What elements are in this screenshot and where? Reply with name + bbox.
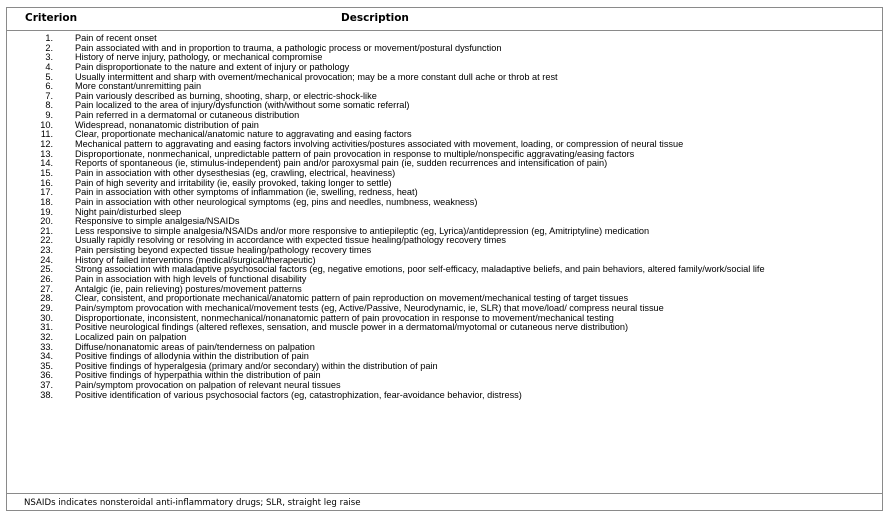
criterion-description: Pain in association with other dysesthesias (eg, crawling, electrical, heaviness) [75, 167, 396, 178]
criterion-number: 6. [45, 81, 53, 92]
criterion-number: 18. [40, 196, 53, 207]
criterion-description: Pain localized to the area of injury/dysfunction (with/without some somatic referral) [75, 100, 410, 111]
criterion-number: 38. [40, 389, 53, 400]
criterion-number: 26. [40, 274, 53, 285]
criterion-description: Positive findings of hyperpathia within the distribution of pain [75, 370, 321, 381]
criterion-number: 36. [40, 370, 53, 381]
criterion-number: 3. [45, 52, 53, 63]
criterion-number: 1. [45, 33, 53, 43]
criterion-number: 17. [40, 187, 53, 198]
criterion-description: Positive findings of hyperalgesia (primary and/or secondary) within the distribution of pain [75, 360, 438, 371]
criterion-number: 23. [40, 245, 53, 256]
criterion-description: Diffuse/nonanatomic areas of pain/tenderness on palpation [75, 341, 315, 352]
table-footnote: NSAIDs indicates nonsteroidal anti-inflammatory drugs; SLR, straight leg raise [24, 498, 361, 508]
table-row [7, 391, 882, 401]
criterion-description: Usually rapidly resolving or resolving in accordance with expected tissue healing/pathology recovery times [75, 235, 507, 246]
description-column-header: Description [341, 12, 409, 24]
criterion-description: Pain/symptom provocation with mechanical/movement tests (eg, Active/Passive, Neurodynamic, ie, SLR) that move/load/ compress neural tissue [75, 302, 664, 313]
criterion-number: 31. [40, 322, 53, 333]
criterion-number: 19. [40, 206, 53, 217]
criterion-description: Pain in association with other neurological symptoms (eg, pins and needles, numbness, weakness) [75, 196, 478, 207]
criteria-table [6, 7, 883, 511]
criterion-description: Positive findings of allodynia within the distribution of pain [75, 351, 309, 362]
criterion-number: 14. [40, 158, 53, 169]
criterion-description: Pain persisting beyond expected tissue healing/pathology recovery times [75, 245, 372, 256]
criterion-number: 7. [45, 90, 53, 101]
criterion-description: Localized pain on palpation [75, 331, 187, 342]
criterion-description: Pain of recent onset [75, 33, 157, 43]
criterion-description: Less responsive to simple analgesia/NSAIDs and/or more responsive to antiepileptic (eg, Lyrica)/antidepression (eg, Amitriptyline) medication [75, 225, 650, 236]
criterion-number: 13. [40, 148, 53, 159]
criterion-number: 35. [40, 360, 53, 371]
criterion-number: 20. [40, 216, 53, 227]
criterion-number: 29. [40, 302, 53, 313]
criterion-number: 21. [40, 225, 53, 236]
criterion-description: History of nerve injury, pathology, or mechanical compromise [75, 52, 323, 63]
criterion-description: More constant/unremitting pain [75, 81, 202, 92]
criterion-number: 15. [40, 167, 53, 178]
criterion-description: Pain referred in a dermatomal or cutaneous distribution [75, 110, 300, 121]
criterion-number: 27. [40, 283, 53, 294]
criterion-description: Clear, consistent, and proportionate mechanical/anatomic pattern of pain reproduction on movement/mechanical testing of target tissues [75, 293, 629, 304]
criterion-number: 32. [40, 331, 53, 342]
criterion-number: 5. [45, 71, 53, 82]
criterion-description: Positive identification of various psychosocial factors (eg, catastrophization, fear-avoidance behavior, distress) [75, 389, 522, 400]
criterion-number: 22. [40, 235, 53, 246]
footer-divider [7, 493, 882, 494]
criterion-description: Reports of spontaneous (ie, stimulus-independent) pain and/or paroxysmal pain (ie, sudden recurrences and intensification of pain) [75, 158, 608, 169]
criterion-number: 33. [40, 341, 53, 352]
criterion-description: Positive neurological findings (altered reflexes, sensation, and muscle power in a dermatomal/myotomal or cutaneous nerve distribution) [75, 322, 629, 333]
criterion-number: 10. [40, 119, 53, 130]
criterion-description: Widespread, nonanatomic distribution of pain [75, 119, 259, 130]
criterion-description: Pain variously described as burning, shooting, sharp, or electric-shock-like [75, 90, 377, 101]
criterion-number: 24. [40, 254, 53, 265]
criterion-description: Antalgic (ie, pain relieving) postures/movement patterns [75, 283, 302, 294]
criterion-description: Pain associated with and in proportion to trauma, a pathologic process or movement/postural dysfunction [75, 42, 502, 53]
criterion-description: Pain disproportionate to the nature and extent of injury or pathology [75, 61, 350, 72]
table-header [7, 8, 882, 31]
criterion-description: Strong association with maladaptive psychosocial factors (eg, negative emotions, poor self-efficacy, maladaptive beliefs, and pain behaviors, altered family/work/social life [75, 264, 765, 275]
criterion-description: Disproportionate, nonmechanical, unpredictable pattern of pain provocation in response to multiple/nonspecific aggravating/easing factors [75, 148, 635, 159]
criterion-description: Night pain/disturbed sleep [75, 206, 182, 217]
criterion-number: 25. [40, 264, 53, 275]
table-body [7, 34, 882, 400]
criterion-number: 30. [40, 312, 53, 323]
criterion-number: 4. [45, 61, 53, 72]
criterion-description: Responsive to simple analgesia/NSAIDs [75, 216, 240, 227]
criterion-description: Pain/symptom provocation on palpation of relevant neural tissues [75, 380, 341, 391]
criterion-number: 11. [40, 129, 53, 140]
criterion-number: 28. [40, 293, 53, 304]
criterion-number: 9. [45, 110, 53, 121]
criterion-number: 37. [40, 380, 53, 391]
criterion-description: Disproportionate, inconsistent, nonmechanical/nonanatomic pattern of pain provocation in response to movement/mechanical testing [75, 312, 614, 323]
criterion-description: Mechanical pattern to aggravating and easing factors involving activities/postures associated with movement, loading, or compression of neural tissue [75, 139, 684, 150]
criterion-number: 16. [40, 177, 53, 188]
criterion-description: Usually intermittent and sharp with ovement/mechanical provocation; may be a more constant dull ache or throb at rest [75, 71, 558, 82]
criterion-description: Pain of high severity and irritability (ie, easily provoked, taking longer to settle) [75, 177, 392, 188]
criterion-column-header: Criterion [25, 12, 78, 24]
criterion-description: History of failed interventions (medical/surgical/therapeutic) [75, 254, 316, 265]
criterion-number: 8. [45, 100, 53, 111]
criterion-description: Clear, proportionate mechanical/anatomic nature to aggravating and easing factors [75, 129, 412, 140]
criterion-description: Pain in association with high levels of functional disability [75, 274, 307, 285]
criterion-description: Pain in association with other symptoms of inflammation (ie, swelling, redness, heat) [75, 187, 418, 198]
criterion-number: 34. [40, 351, 53, 362]
criterion-number: 12. [40, 139, 53, 150]
criterion-number: 2. [45, 42, 53, 53]
